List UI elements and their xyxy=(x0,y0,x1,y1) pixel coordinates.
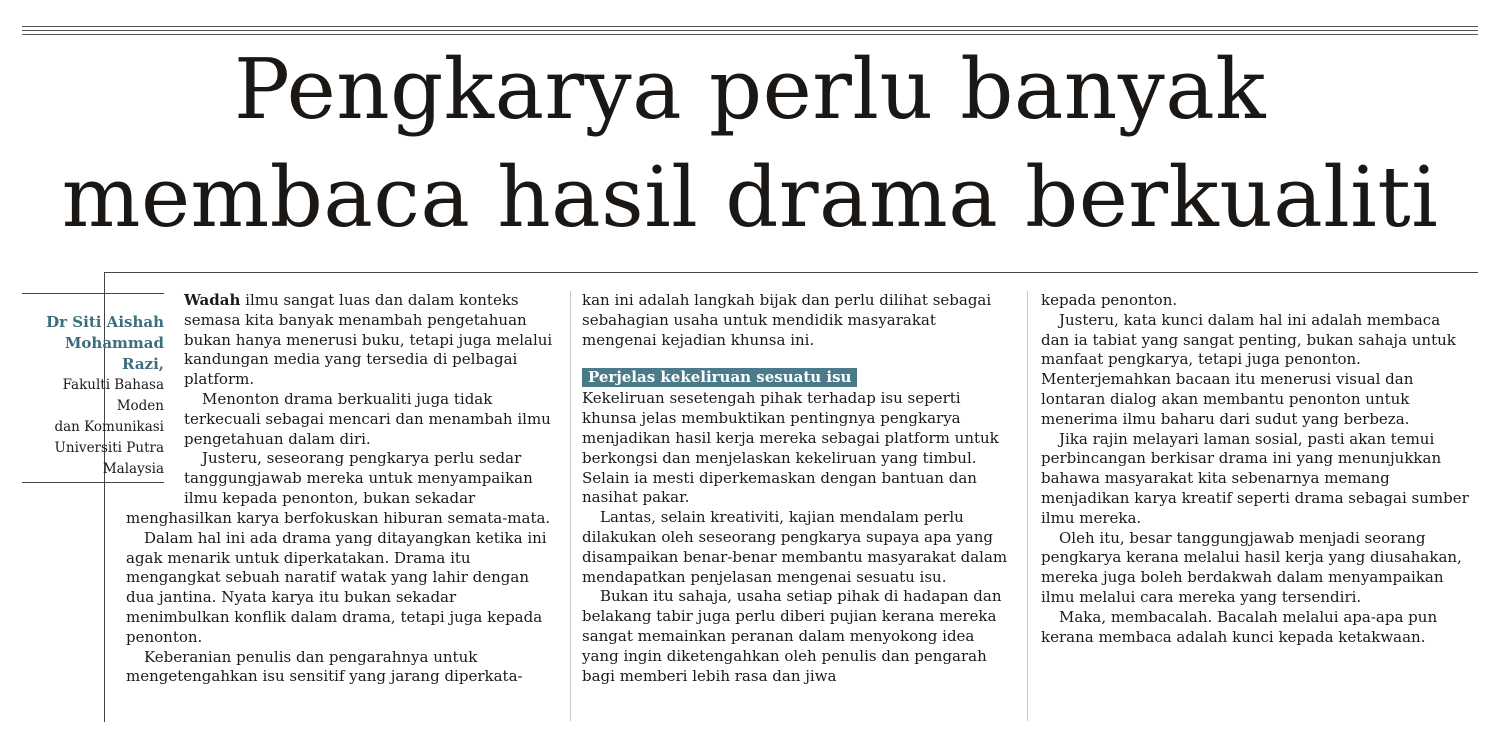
paragraph: Maka, membacalah. Bacalah melalui apa-apa pun kerana membaca adalah kunci kepada ketakwaan. xyxy=(1041,607,1438,646)
byline-rule xyxy=(22,293,164,294)
subheading: Perjelas kekeliruan sesuatu isu xyxy=(582,368,857,387)
paragraph: Jika rajin melayari laman sosial, pasti akan temui perbincangan berkisar drama ini yang menunjukkan bahawa masyarakat kita sebenarnya memang menjadikan karya kreatif seperti drama sebagai sumber ilmu mereka. xyxy=(1041,429,1469,527)
byline-rule xyxy=(22,482,164,483)
author-affiliation-line: Moden xyxy=(116,398,164,414)
paragraph: Lantas, selain kreativiti, kajian mendalam perlu dilakukan oleh seseorang pengkarya supaya apa yang disampaikan benar-benar membantu masyarakat dalam mendapatkan penjelasan mengenai sesuatu isu. xyxy=(582,508,1008,586)
paragraph: Kekeliruan sesetengah pihak terhadap isu seperti khunsa jelas membuktikan pentingnya pengkarya menjadikan hasil kerja mereka sebagai platform untuk berkongsi dan menjelaskan kekeliruan yang timbul. Selain ia mesti diperkemaskan dengan bantuan dan nasihat pakar. xyxy=(582,389,999,507)
author-name-line: Mohammad xyxy=(64,334,164,352)
top-rule xyxy=(22,30,1478,31)
byline xyxy=(22,312,164,480)
headline-line-2: membaca hasil drama berkualiti xyxy=(61,149,1439,246)
author-affiliation-line: Malaysia xyxy=(102,461,164,477)
paragraph: kan ini adalah langkah bijak dan perlu dilihat sebagai sebahagian usaha untuk mendidik masyarakat mengenai kejadian khunsa ini. xyxy=(582,291,992,349)
paragraph: Justeru, kata kunci dalam hal ini adalah membaca dan ia tabiat yang sangat penting, bukan sahaja untuk manfaat pengkarya, tetapi juga penonton. Menterjemahkan bacaan itu menerusi visual dan lontaran dialog akan membantu penonton untuk menerima ilmu baharu dari sudut yang berbeza. xyxy=(1041,310,1456,428)
paragraph-text: ilmu sangat luas dan dalam konteks semasa kita banyak menambah pengetahuan bukan hanya menerusi buku, tetapi juga melalui kandungan media yang tersedia di pelbagai platform. xyxy=(184,291,553,389)
article-column-1-bottom xyxy=(126,509,559,687)
paragraph: Oleh itu, besar tanggungjawab menjadi seorang pengkarya kerana melalui hasil kerja yang diusahakan, mereka juga boleh berdakwah dalam menyampaikan ilmu melalui cara mereka yang tersendiri. xyxy=(1041,528,1462,606)
article-column-1-top xyxy=(184,291,559,509)
paragraph: menghasilkan karya berfokuskan hiburan semata-mata. xyxy=(126,509,551,527)
lead-word: Wadah xyxy=(184,291,241,309)
paragraph: Bukan itu sahaja, usaha setiap pihak di hadapan dan belakang tabir juga perlu diberi pujian kerana mereka sangat memainkan peranan dalam menyokong idea yang ingin diketengahkan oleh penulis dan pengarah bagi memberi lebih rasa dan jiwa xyxy=(582,587,1002,685)
author-name-line: Dr Siti Aishah xyxy=(46,313,164,331)
paragraph: Dalam hal ini ada drama yang ditayangkan ketika ini agak menarik untuk diperkatakan. Drama itu mengangkat sebuah naratif watak yang lahir dengan dua jantina. Nyata karya itu bukan sekadar menimbulkan konflik dalam drama, tetapi juga kepada penonton. xyxy=(126,528,547,646)
article-column-2 xyxy=(582,291,1012,686)
author-affiliation-line: Fakulti Bahasa xyxy=(62,377,164,393)
column-divider xyxy=(1027,291,1028,721)
paragraph: Menonton drama berkualiti juga tidak terkecuali sebagai mencari dan menambah ilmu pengetahuan dalam diri. xyxy=(184,389,551,448)
column-divider xyxy=(570,291,571,721)
article-column-3 xyxy=(1041,291,1471,647)
top-rule xyxy=(22,26,1478,27)
paragraph: kepada penonton. xyxy=(1041,291,1178,309)
author-affiliation-line: Universiti Putra xyxy=(54,440,164,456)
paragraph: Keberanian penulis dan pengarahnya untuk mengetengahkan isu sensitif yang jarang diperkata- xyxy=(126,647,523,686)
paragraph xyxy=(184,291,559,390)
article-frame-top xyxy=(104,272,1478,273)
top-rule xyxy=(22,34,1478,35)
headline-line-1: Pengkarya perlu banyak xyxy=(233,41,1267,138)
author-name-line: Razi, xyxy=(122,355,164,373)
paragraph: Justeru, seseorang pengkarya perlu sedar tanggungjawab mereka untuk menyampaikan ilmu kepada penonton, bukan sekadar xyxy=(184,449,533,507)
author-affiliation-line: dan Komunikasi xyxy=(54,419,164,435)
